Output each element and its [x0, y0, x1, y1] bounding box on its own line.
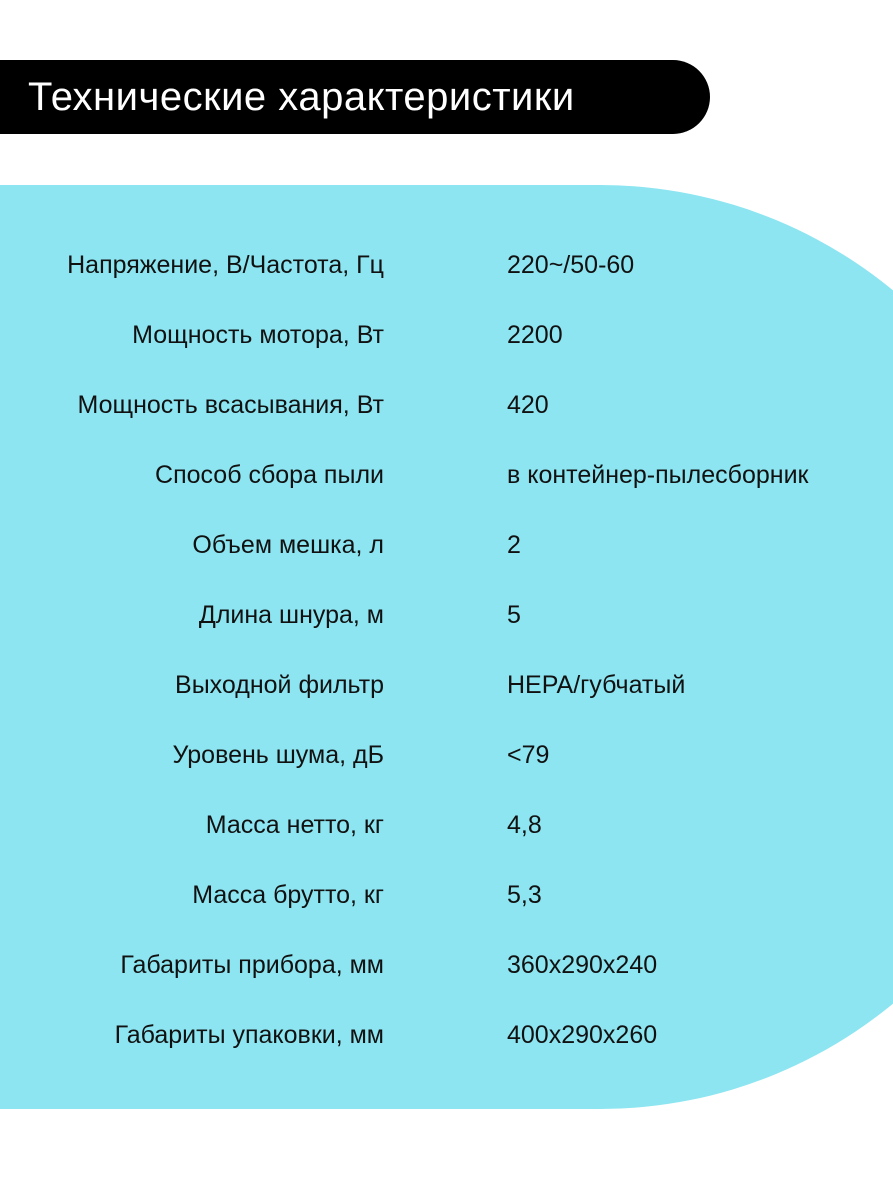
spec-value: 220~/50-60	[507, 250, 635, 279]
spec-value: 360x290x240	[507, 950, 658, 979]
spec-label: Способ сбора пыли	[155, 460, 384, 489]
spec-row-dust-collection	[0, 455, 893, 495]
spec-row-suction-power	[0, 385, 893, 425]
spec-value: 4,8	[507, 810, 542, 839]
page-title: Технические характеристики	[28, 74, 575, 119]
spec-label: Габариты упаковки, мм	[114, 1020, 384, 1049]
spec-row-outlet-filter	[0, 665, 893, 705]
spec-label: Длина шнура, м	[198, 600, 384, 629]
spec-row-cord-length	[0, 595, 893, 635]
spec-value: 5	[507, 600, 521, 629]
spec-label: Масса брутто, кг	[192, 880, 384, 909]
spec-label: Мощность всасывания, Вт	[77, 390, 384, 419]
spec-label: Габариты прибора, мм	[120, 950, 384, 979]
spec-value: 2200	[507, 320, 563, 349]
spec-row-voltage-frequency	[0, 245, 893, 285]
spec-row-device-dimensions	[0, 945, 893, 985]
spec-row-bag-volume	[0, 525, 893, 565]
spec-value: 5,3	[507, 880, 542, 909]
spec-value: 420	[507, 390, 549, 419]
spec-label: Объем мешка, л	[192, 530, 384, 559]
spec-row-gross-weight	[0, 875, 893, 915]
spec-label: Уровень шума, дБ	[172, 740, 384, 769]
spec-row-package-dimensions	[0, 1015, 893, 1055]
spec-label: Напряжение, В/Частота, Гц	[67, 250, 384, 279]
spec-value: <79	[507, 740, 550, 769]
spec-label: Мощность мотора, Вт	[132, 320, 384, 349]
spec-label: Масса нетто, кг	[205, 810, 384, 839]
spec-value: 2	[507, 530, 521, 559]
spec-value: HEPA/губчатый	[507, 670, 686, 699]
spec-value: 400x290x260	[507, 1020, 658, 1049]
spec-label: Выходной фильтр	[175, 670, 384, 699]
spec-row-motor-power	[0, 315, 893, 355]
spec-row-net-weight	[0, 805, 893, 845]
spec-row-noise-level	[0, 735, 893, 775]
spec-value: в контейнер-пылесборник	[507, 460, 809, 489]
title-bar	[0, 60, 710, 134]
